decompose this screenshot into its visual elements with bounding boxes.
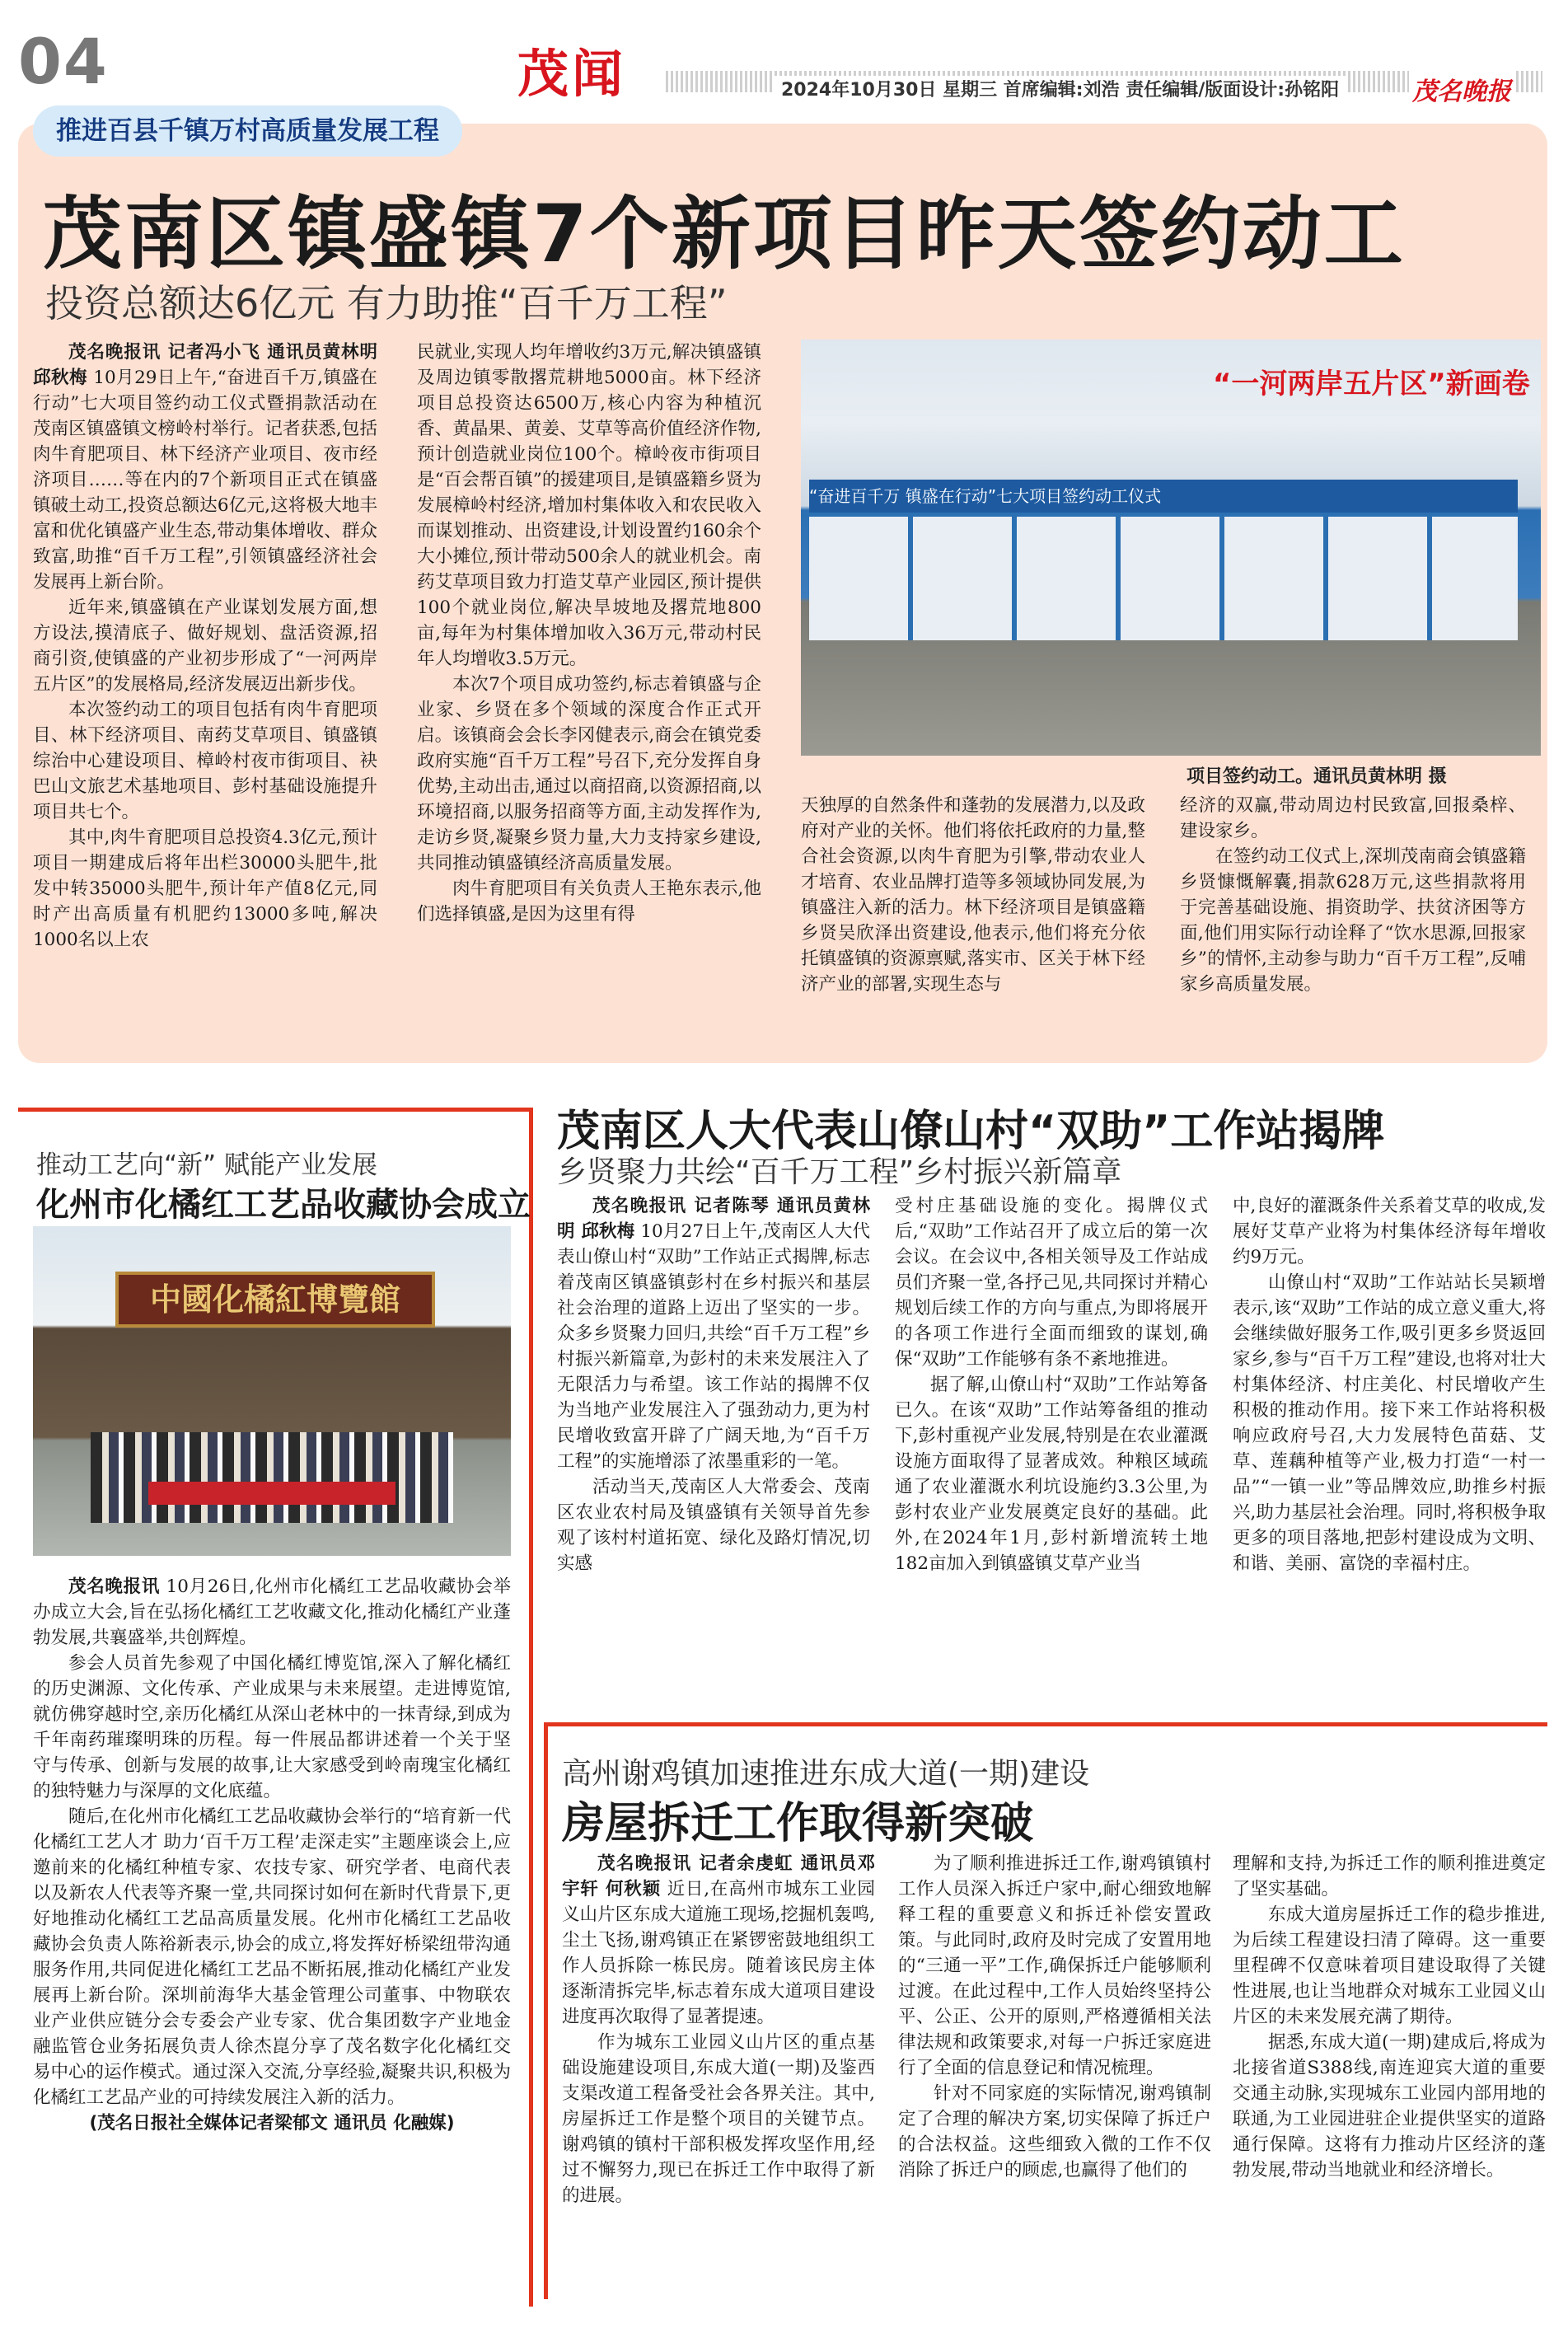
mid-story-subhead: 乡贤聚力共绘“百千万工程”乡村振兴新篇章: [557, 1155, 1122, 1189]
paragraph: 肉牛育肥项目有关负责人王艳东表示,他们选择镇盛,是因为这里有得: [417, 878, 761, 925]
signing-ceremony-photo: [801, 340, 1541, 756]
paragraph: 其中,肉牛育肥项目总投资4.3亿元,预计项目一期建成后将年出栏30000头肥牛,批发中转35000头肥牛,预计年产值8亿元,同时产出高质量有机肥约13000多吨,解决1000名以上农: [33, 827, 377, 950]
paragraph: 天独厚的自然条件和蓬勃的发展潜力,以及政府对产业的关怀。他们将依托政府的力量,整合社会资源,以肉牛育肥为引擎,带动农业人才培育、农业品牌打造等多领域协同发展,为镇盛注入新的活力。林下经济项目是镇盛籍乡贤吴欣泽出资建设,他表示,他们将充分依托镇盛镇的资源禀赋,落实市、区关于林下经济产业的部署,实现生态与: [801, 795, 1145, 995]
museum-sign: 中國化橘紅博覽館: [115, 1272, 435, 1328]
left-story-kicker: 推动工艺向“新” 赋能产业发展: [36, 1150, 377, 1180]
paragraph: 针对不同家庭的实际情况,谢鸡镇制定了合理的解决方案,切实保障了拆迁户的合法权益。这些细致入微的工作不仅消除了拆迁户的顾虑,也赢得了他们的: [898, 2083, 1211, 2180]
low-story-rule-vertical: [544, 1722, 548, 2299]
byline: 茂名晚报讯 记者冯小飞 通讯员黄林明 邱秋梅: [33, 342, 377, 388]
paragraph: 理解和支持,为拆迁工作的顺利推进奠定了坚实基础。: [1233, 1853, 1546, 1899]
photo-backdrop-banner: “奋进百千万 镇盛在行动”七大项目签约动工仪式: [809, 480, 1518, 513]
photo-caption: 项目签约动工。通讯员黄林明 摄: [1187, 766, 1447, 787]
paragraph: 活动当天,茂南区人大常委会、茂南区农业农村局及镇盛镇有关领导首先参观了该村村道拓宽、绿化及路灯情况,切实感: [557, 1477, 870, 1574]
byline: 茂名晚报讯: [68, 1576, 161, 1597]
mid-story-column-1: [557, 1193, 870, 1576]
paragraph: 受村庄基础设施的变化。揭牌仪式后,“双助”工作站召开了成立后的第一次会议。在会议中,各相关领导及工作站成员们齐聚一堂,各抒己见,共同探讨并精心规划后续工作的方向与重点,为即将展开的各项工作进行全面而细致的谋划,确保“双助”工作能够有条不紊地推进。: [895, 1196, 1208, 1370]
top-story-column-3: [801, 793, 1145, 997]
newspaper-logo: 茂名晚报: [1409, 71, 1514, 107]
photo-red-banner: [148, 1482, 396, 1505]
header-info: 2024年10月30日 星期三 首席编辑:刘浩 责任编辑/版面设计:孙铭阳: [775, 76, 1346, 97]
paragraph: 东成大道房屋拆迁工作的稳步推进,为后续工程建设扫清了障碍。这一重要里程碑不仅意味着项目建设取得了关键性进展,也让当地群众对城东工业园义山片区的未来发展充满了期待。: [1233, 1904, 1546, 2027]
paragraph: 为了顺利推进拆迁工作,谢鸡镇镇村工作人员深入拆迁户家中,耐心细致地解释工程的重要意义和拆迁补偿安置政策。与此同时,政府及时完成了安置用地的“三通一平”工作,确保拆迁户能够顺利过渡。在此过程中,工作人员始终坚持公平、公正、公开的原则,严格遵循相关法律法规和政策要求,对每一户拆迁家庭进行了全面的信息登记和情况梳理。: [898, 1853, 1211, 2078]
low-story-column-1: [562, 1851, 875, 2209]
low-story-rule: [544, 1722, 1547, 1726]
paragraph: 本次签约动工的项目包括有肉牛育肥项目、林下经济项目、南药艾草项目、镇盛镇综治中心建设项目、樟岭村夜市街项目、袂巴山文旅艺术基地项目、彭村基础设施提升项目共七个。: [33, 700, 377, 822]
low-story-column-2: [898, 1851, 1211, 2183]
low-story-headline: 房屋拆迁工作取得新突破: [562, 1799, 1034, 1848]
mid-story-column-2: [895, 1193, 1208, 1576]
paragraph: 山僚山村“双助”工作站站长吴颖增表示,该“双助”工作站的成立意义重大,将会继续做好服务工作,吸引更多乡贤返回家乡,参与“百千万工程”建设,也将对壮大村集体经济、村庄美化、村民增收产生积极的推动作用。接下来工作站将积极响应政府号召,大力发展特色苗菇、艾草、莲藕种植等产业,极力打造“一村一品”“一镇一业”等品牌效应,助推乡村振兴,助力基层社会治理。同时,将积极争取更多的项目落地,把彭村建设成为文明、和谐、美丽、富饶的幸福村庄。: [1233, 1272, 1546, 1574]
paragraph: 茂名晚报讯 记者余虔虹 通讯员邓宇轩 何秋颖 近日,在高州市城东工业园义山片区东成大道施工现场,挖掘机轰鸣,尘土飞扬,谢鸡镇正在紧锣密鼓地组织工作人员拆除一栋民房。随着该民房主体逐渐清拆完毕,标志着东成大道项目建设进度再次取得了显著提速。: [562, 1853, 875, 2027]
byline: 茂名晚报讯 记者陈琴 通讯员黄林明 邱秋梅: [557, 1196, 870, 1242]
section-logo: 茂闻: [517, 44, 627, 104]
left-story-headline: 化州市化橘红工艺品收藏协会成立: [36, 1186, 531, 1224]
paragraph: 经济的双赢,带动周边村民致富,回报桑梓、建设家乡。: [1180, 795, 1526, 841]
paragraph: 近年来,镇盛镇在产业谋划发展方面,想方设法,摸清底子、做好规划、盘活资源,招商引资,使镇盛的产业初步形成了“一河两岸五片区”的发展格局,经济发展迈出新步伐。: [33, 597, 377, 695]
mid-story-headline: 茂南区人大代表山僚山村“双助”工作站揭牌: [557, 1107, 1385, 1156]
low-story-column-3: [1233, 1851, 1546, 2183]
story-credit: (茂名日报社全媒体记者梁郁文 通讯员 化融媒): [89, 2113, 455, 2134]
paragraph: 中,良好的灌溉条件关系着艾草的收成,发展好艾草产业将为村集体经济每年增收约9万元。: [1233, 1196, 1546, 1267]
museum-group-photo: [33, 1226, 511, 1556]
top-story-headline: 茂南区镇盛镇7个新项目昨天签约动工: [43, 188, 1406, 280]
paragraph: 据悉,东成大道(一期)建成后,将成为北接省道S388线,南连迎宾大道的重要交通主动脉,实现城东工业园内部用地的联通,为工业园进驻企业提供坚实的道路通行保障。这将有力推动片区经济的蓬勃发展,带动当地就业和经济增长。: [1233, 2032, 1546, 2180]
paragraph: 在签约动工仪式上,深圳茂南商会镇盛籍乡贤慷慨解囊,捐款628万元,这些捐款将用于完善基础设施、捐资助学、扶贫济困等方面,他们用实际行动诠释了“饮水思源,回报家乡”的情怀,主动参与助力“百千万工程”,反哺家乡高质量发展。: [1180, 846, 1526, 995]
paragraph: 民就业,实现人均年增收约3万元,解决镇盛镇及周边镇零散撂荒耕地5000亩。林下经济项目总投资达6500万,核心内容为种植沉香、黄晶果、黄姜、艾草等高价值经济作物,预计创造就业岗位100个。樟岭夜市街项目是“百会帮百镇”的援建项目,是镇盛籍乡贤为发展樟岭村经济,增加村集体收入和农民收入而谋划推动、出资建设,计划设置约160余个大小摊位,预计带动500余人的就业机会。南药艾草项目致力打造艾草产业园区,预计提供100个就业岗位,解决旱坡地及撂荒地800亩,每年为村集体增加收入36万元,带动村民年人均增收3.5万元。: [417, 342, 761, 669]
paragraph: 作为城东工业园义山片区的重点基础设施建设项目,东成大道(一期)及鉴西支渠改道工程备受社会各界关注。其中,房屋拆迁工作是整个项目的关键节点。谢鸡镇的镇村干部积极发挥攻坚作用,经过不懈努力,现已在拆迁工作中取得了新的进展。: [562, 2032, 875, 2206]
paragraph: 茂名晚报讯 10月26日,化州市化橘红工艺品收藏协会举办成立大会,旨在弘扬化橘红工艺收藏文化,推动化橘红产业蓬勃发展,共襄盛举,共创辉煌。: [33, 1576, 511, 1648]
paragraph: 参会人员首先参观了中国化橘红博览馆,深入了解化橘红的历史渊源、文化传承、产业成果与未来展望。走进博览馆,就仿佛穿越时空,亲历化橘红从深山老林中的一抹青绿,到成为千年南药璀璨明珠的历程。每一件展品都讲述着一个关于坚守与传承、创新与发展的故事,让大家感受到岭南瑰宝化橘红的独特魅力与深厚的文化底蕴。: [33, 1653, 511, 1801]
mid-story-column-3: [1233, 1193, 1546, 1576]
paragraph: 据了解,山僚山村“双助”工作站筹备已久。在该“双助”工作站筹备组的推动下,彭村重视产业发展,特别是在农业灌溉设施方面取得了显著成效。种粮区域疏通了农业灌溉水利坑设施约3.3公里,为彭村农业产业发展奠定良好的基础。此外,在2024年1月,彭村新增流转土地182亩加入到镇盛镇艾草产业当: [895, 1375, 1208, 1574]
paragraph: 本次7个项目成功签约,标志着镇盛与企业家、乡贤在多个领域的深度合作正式开启。该镇商会会长李冈健表示,商会在镇党委政府实施“百千万工程”号召下,充分发挥自身优势,主动出击,通过以商招商,以资源招商,以环境招商,以服务招商等方面,主动发挥作为,走访乡贤,凝聚乡贤力量,大力支持家乡建设,共同推动镇盛镇经济高质量发展。: [417, 674, 761, 874]
top-story-column-1: [33, 340, 377, 953]
left-story-body: [33, 1574, 511, 2136]
paragraph: 随后,在化州市化橘红工艺品收藏协会举行的“培育新一代化橘红工艺人才 助力‘百千万工程’走深走实”主题座谈会上,应邀前来的化橘红种植专家、农技专家、研究学者、电商代表以及新农人代表等齐聚一堂,共同探讨如何在新时代背景下,更好地推动化橘红工艺品高质量发展。化州市化橘红工艺品收藏协会负责人陈裕新表示,协会的成立,将发挥好桥梁纽带沟通服务作用,共同促进化橘红工艺品不断拓展,推动化橘红产业发展再上新台阶。深圳前海华大基金管理公司董事、中物联农业产业供应链分会专委会产业专家、优合集团数字产业地金融监管仓业务拓展负责人徐杰崑分享了茂名数字化化橘红交易中心的运作模式。通过深入交流,分享经验,凝聚共识,积极为化橘红工艺品产业的可持续发展注入新的活力。: [33, 1806, 511, 2108]
photo-crowd: [91, 1432, 453, 1523]
photo-panels: [809, 517, 1518, 640]
top-story-subhead: 投资总额达6亿元 有力助推“百千万工程”: [45, 281, 728, 326]
photo-backdrop-title: “一河两岸五片区”新画卷: [1213, 368, 1530, 400]
top-story-tag: 推进百县千镇万村高质量发展工程: [33, 105, 462, 157]
byline: 茂名晚报讯 记者余虔虹 通讯员邓宇轩 何秋颖: [562, 1853, 875, 1899]
page-number: 04: [18, 25, 109, 98]
top-story-column-2: [417, 340, 761, 927]
paragraph: 茂名晚报讯 记者陈琴 通讯员黄林明 邱秋梅 10月27日上午,茂南区人大代表山僚山村“双助”工作站正式揭牌,标志着茂南区镇盛镇彭村在乡村振兴和基层社会治理的道路上迈出了坚实的一步。众多乡贤聚力回归,共绘“百千万工程”乡村振兴新篇章,为彭村的未来发展注入了无限活力与希望。该工作站的揭牌不仅为当地产业发展注入了强劲动力,更为村民增收致富开辟了广阔天地,为“百千万工程”的实施增添了浓墨重彩的一笔。: [557, 1196, 870, 1472]
top-story-column-4: [1180, 793, 1526, 997]
paragraph: 茂名晚报讯 记者冯小飞 通讯员黄林明 邱秋梅 10月29日上午,“奋进百千万,镇盛在行动”七大项目签约动工仪式暨捐款活动在茂南区镇盛镇文榜岭村举行。记者获悉,包括肉牛育肥项目、林下经济产业项目、夜市经济项目……等在内的7个新项目正式在镇盛镇破土动工,投资总额达6亿元,这将极大地丰富和优化镇盛产业生态,带动集体增收、群众致富,助推“百千万工程”,引领镇盛经济社会发展再上新台阶。: [33, 342, 377, 593]
low-story-kicker: 高州谢鸡镇加速推进东成大道(一期)建设: [562, 1757, 1090, 1791]
